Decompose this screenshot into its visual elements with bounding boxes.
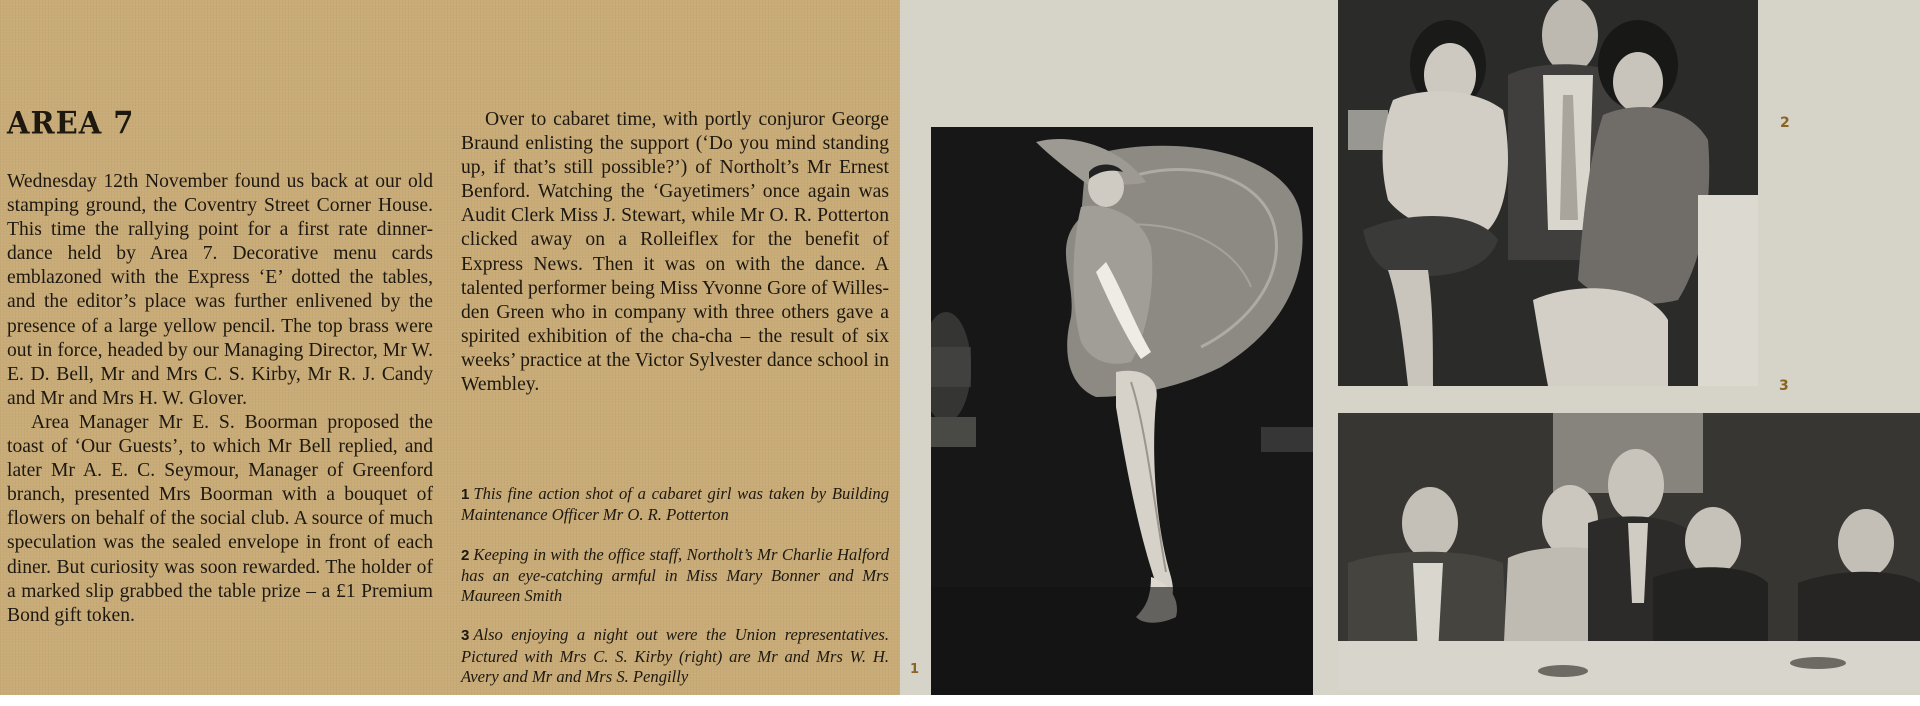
photo-trio-seated (1338, 0, 1758, 386)
caption-number: 3 (461, 627, 470, 645)
caption-3 (461, 625, 889, 687)
photo-captions (461, 484, 889, 706)
trio-illustration (1338, 0, 1758, 386)
paragraph: Wednesday 12th November found us back at our old stamping ground, the Coventry Street Corner House. This time the rallying point for a first rate dinner-dance held by Area 7. Decorative menu cards emblazoned with the Express ‘E’ dotted the tables, and the editor’s place was further enlivened by the presence of a large yellow pencil. The top brass were out in force, headed by our Managing Director, Mr W. E. D. Bell, Mr and Mrs C. S. Kirby, Mr R. J. Candy and Mr and Mrs H. W. Glover. (7, 171, 433, 409)
caption-number: 1 (461, 486, 470, 503)
article-heading: AREA 7 (7, 105, 135, 141)
caption-text: Keeping in with the office staff, Northolt’s Mr Charlie Halford has an eye-catching armful in Miss Mary Bonner and Mrs Maureen Smith (461, 544, 889, 606)
left-page (0, 0, 900, 695)
photo-group-at-table (1338, 413, 1920, 690)
article-column-2 (461, 108, 889, 397)
caption-2 (461, 545, 889, 607)
paragraph: Area Manager Mr E. S. Boorman proposed the toast of ‘Our Guests’, to which Mr Bell replied, and later Mr A. E. C. Seymour, Manager of Greenford branch, presented Mrs Boorman with a bouquet of flowers on behalf of the social club. A source of much speculation was the sealed envelope in front of each diner. But curiosity was soon rewarded. The holder of a marked slip grabbed the table prize – a £1 Premium Bond gift token. (7, 411, 433, 626)
caption-text: This fine action shot of a cabaret girl was taken by Building Maintenance Officer Mr O. R. Potterton (461, 484, 889, 525)
photo-number-3: 3 (1779, 378, 1789, 394)
photo-cabaret-dancer (931, 127, 1313, 695)
caption-number: 2 (461, 546, 470, 564)
cabaret-dancer-illustration (931, 127, 1313, 695)
caption-1 (461, 484, 889, 526)
photo-number-2: 2 (1780, 115, 1790, 131)
photo-number-1: 1 (910, 662, 920, 677)
paragraph: Over to cabaret time, with portly conjuror George Braund enlisting the support (‘Do you mind standing up, if that’s still possible?’) of Northolt’s Mr Ernest Benford. Watching the ‘Gayetimers’ once again was Audit Clerk Miss J. Stewart, while Mr O. R. Potterton clicked away on a Rolleiflex for the benefit of Express News. Then it was on with the dance. A talented performer being Miss Yvonne Gore of Willesden Green who in company with three others gave a spirited exhibition of the cha-cha – the result of six weeks’ practice at the Victor Sylvester dance school in Wembley. (461, 109, 889, 396)
caption-text: Also enjoying a night out were the Union representatives. Pictured with Mrs C. S. Kirby (right) are Mr and Mrs W. H. Avery and Mr and Mrs S. Pengilly (461, 625, 889, 687)
group-illustration (1338, 413, 1920, 690)
article-column-1 (7, 170, 433, 628)
